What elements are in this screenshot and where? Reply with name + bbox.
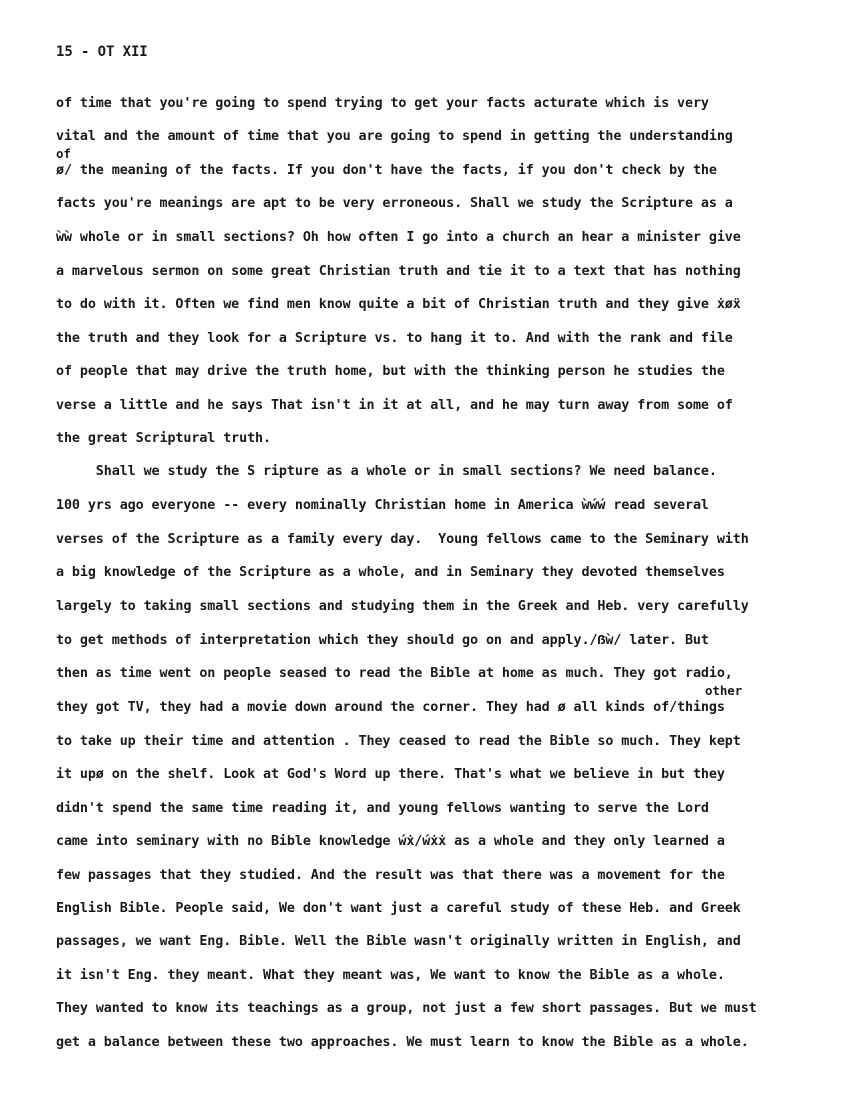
text-line: to get methods of interpretation which they should go on and apply./ẞẁ/ later. But <box>56 633 709 648</box>
text-line: They wanted to know its teachings as a group, not just a few short passages. But we must <box>56 1001 757 1016</box>
text-line: English Bible. People said, We don't want just a careful study of these Heb. and Greek <box>56 901 741 916</box>
text-line: they got TV, they had a movie down around the corner. They had ø all kinds of/things <box>56 700 725 715</box>
text-line: the great Scriptural truth. <box>56 431 271 446</box>
text-line: of time that you're going to spend trying to get your facts acturate which is very <box>56 96 709 111</box>
text-line: few passages that they studied. And the result was that there was a movement for the <box>56 868 725 883</box>
text-line: largely to taking small sections and studying them in the Greek and Heb. very carefully <box>56 599 749 614</box>
text-line: a big knowledge of the Scripture as a whole, and in Seminary they devoted themselves <box>56 565 725 580</box>
text-line: it upø on the shelf. Look at God's Word up there. That's what we believe in but they <box>56 767 725 782</box>
text-line: it isn't Eng. they meant. What they meant was, We want to know the Bible as a whole. <box>56 968 725 983</box>
text-line: the truth and they look for a Scripture vs. to hang it to. And with the rank and file <box>56 331 733 346</box>
text-line: ẁẁ whole or in small sections? Oh how often I go into a church an hear a minister give <box>56 230 741 245</box>
text-line: of people that may drive the truth home, but with the thinking person he studies the <box>56 364 725 379</box>
text-line: get a balance between these two approaches. We must learn to know the Bible as a whole. <box>56 1035 749 1050</box>
text-line: verses of the Scripture as a family every day. Young fellows came to the Seminary with <box>56 532 749 547</box>
interlinear-insertion: of <box>56 146 71 161</box>
text-line: to take up their time and attention . They ceased to read the Bible so much. They kept <box>56 734 741 749</box>
text-line: facts you're meanings are apt to be very erroneous. Shall we study the Scripture as a <box>56 196 733 211</box>
text-line: came into seminary with no Bible knowledge ẃẋ/ẃẋẋ as a whole and they only learned a <box>56 834 725 849</box>
text-line: Shall we study the S ripture as a whole or in small sections? We need balance. <box>56 464 717 479</box>
interlinear-insertion: other <box>705 683 743 698</box>
text-line: to do with it. Often we find men know quite a bit of Christian truth and they give ẋøẍ <box>56 297 741 312</box>
text-line: vital and the amount of time that you are going to spend in getting the understanding <box>56 129 733 144</box>
page-header: 15 - OT XII <box>56 44 148 60</box>
text-line: ø/ the meaning of the facts. If you don't have the facts, if you don't check by the <box>56 163 717 178</box>
text-line: passages, we want Eng. Bible. Well the Bible wasn't originally written in English, and <box>56 934 741 949</box>
text-line: verse a little and he says That isn't in it at all, and he may turn away from some of <box>56 398 733 413</box>
text-line: then as time went on people seased to read the Bible at home as much. They got radio, <box>56 666 733 681</box>
text-line: didn't spend the same time reading it, and young fellows wanting to serve the Lord <box>56 801 709 816</box>
text-line: 100 yrs ago everyone -- every nominally Christian home in America ẁẃẃ read several <box>56 498 709 513</box>
text-line: a marvelous sermon on some great Christian truth and tie it to a text that has nothing <box>56 264 741 279</box>
